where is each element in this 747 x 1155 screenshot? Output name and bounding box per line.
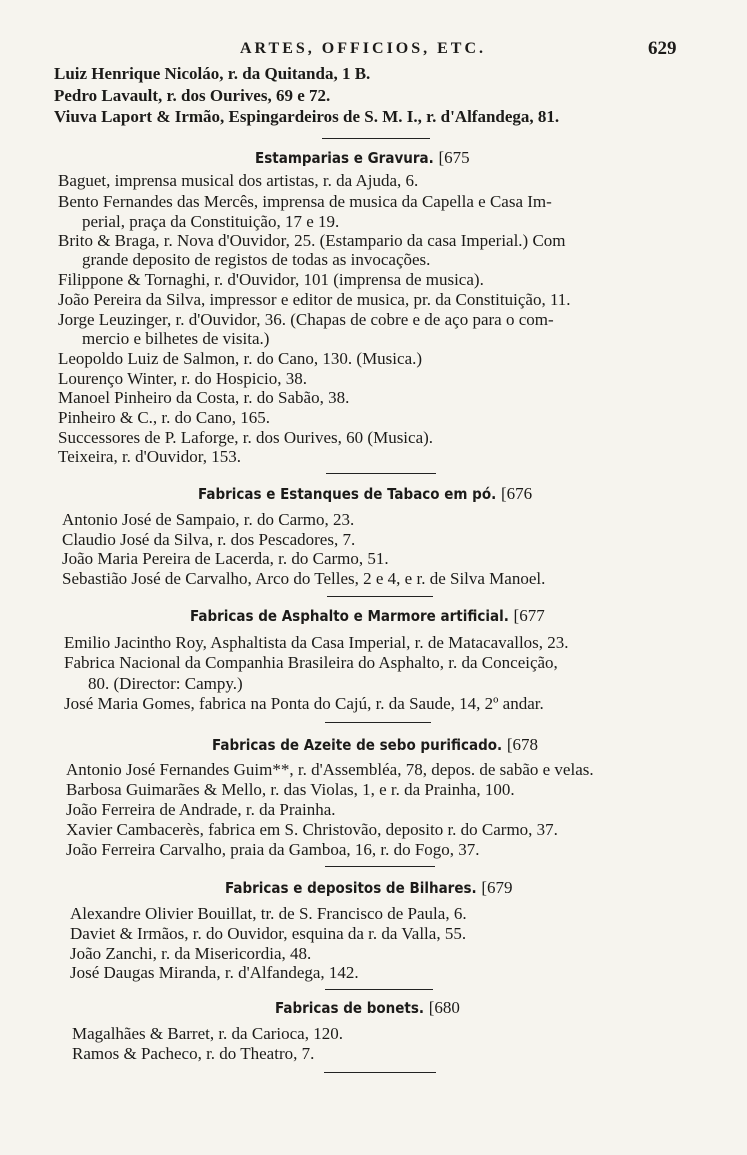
entry-line: José Maria Gomes, fabrica na Ponta do Cajú, r. da Saude, 14, 2º andar.	[64, 694, 544, 713]
section-divider	[324, 1072, 436, 1073]
entry-line: Teixeira, r. d'Ouvidor, 153.	[58, 447, 241, 466]
entry-line: João Ferreira de Andrade, r. da Prainha.	[66, 800, 336, 819]
entry-line: João Ferreira Carvalho, praia da Gamboa, 16, r. do Fogo, 37.	[66, 840, 480, 859]
entry-line: Lourenço Winter, r. do Hospicio, 38.	[58, 369, 308, 388]
entry-line: João Pereira da Silva, impressor e editor de musica, pr. da Constituição, 11.	[58, 290, 571, 309]
running-header	[0, 38, 747, 62]
section-divider	[327, 596, 433, 597]
entry-line: Magalhães & Barret, r. da Carioca, 120.	[72, 1024, 343, 1043]
page-number: 629	[648, 38, 677, 59]
section-title: Fabricas e Estanques de Tabaco em pó.	[198, 485, 497, 503]
section-heading	[198, 484, 532, 504]
entry-line: Antonio José Fernandes Guim**, r. d'Assembléa, 78, depos. de sabão e velas.	[66, 760, 594, 779]
section-heading	[275, 998, 460, 1018]
entry-line: Alexandre Olivier Bouillat, tr. de S. Francisco de Paula, 6.	[70, 904, 467, 923]
running-title: ARTES, OFFICIOS, ETC.	[240, 40, 487, 57]
section-title: Fabricas de bonets.	[275, 999, 425, 1017]
entry-line: Manoel Pinheiro da Costa, r. do Sabão, 38.	[58, 388, 350, 407]
entry-line: Leopoldo Luiz de Salmon, r. do Cano, 130. (Musica.)	[58, 349, 423, 368]
section-number: [676	[500, 484, 533, 503]
entry-line: Emilio Jacintho Roy, Asphaltista da Casa Imperial, r. de Matacavallos, 23.	[64, 633, 569, 652]
entry-line: Baguet, imprensa musical dos artistas, r. da Ajuda, 6.	[58, 171, 419, 190]
entry-line: perial, praça da Constituição, 17 e 19.	[82, 212, 340, 231]
section-number: [677	[513, 606, 545, 625]
entry-line: grande deposito de registos de todas as invocações.	[82, 250, 431, 269]
section-divider	[325, 722, 431, 723]
entry-line: mercio e bilhetes de visita.)	[82, 329, 270, 348]
entry-line: Claudio José da Silva, r. dos Pescadores, 7.	[62, 530, 356, 549]
entry-line: Filippone & Tornaghi, r. d'Ouvidor, 101 (imprensa de musica).	[58, 270, 484, 289]
section-divider	[325, 989, 433, 990]
entry-line: João Maria Pereira de Lacerda, r. do Carmo, 51.	[62, 549, 389, 568]
section-heading	[190, 606, 545, 626]
section-heading	[225, 878, 513, 898]
entry-line: Bento Fernandes das Mercês, imprensa de musica da Capella e Casa Im-	[58, 192, 552, 211]
entry-line: Xavier Cambacerès, fabrica em S. Christovão, deposito r. do Carmo, 37.	[66, 820, 558, 839]
entry-line: Pinheiro & C., r. do Cano, 165.	[58, 408, 271, 427]
section-number: [678	[506, 735, 539, 754]
section-number: [680	[428, 998, 460, 1017]
section-title: Estamparias e Gravura.	[255, 149, 434, 167]
entry-line: João Zanchi, r. da Misericordia, 48.	[70, 944, 312, 963]
entry-line: Fabrica Nacional da Companhia Brasileira do Asphalto, r. da Conceição,	[64, 653, 558, 672]
entry-line: José Daugas Miranda, r. d'Alfandega, 142.	[70, 963, 359, 982]
entry-line: Luiz Henrique Nicoláo, r. da Quitanda, 1 B.	[54, 64, 371, 83]
section-title: Fabricas de Asphalto e Marmore artificial.	[190, 607, 509, 625]
section-number: [679	[481, 878, 513, 897]
entry-line: Antonio José de Sampaio, r. do Carmo, 23.	[62, 510, 355, 529]
section-title: Fabricas de Azeite de sebo purificado.	[212, 736, 503, 754]
section-title: Fabricas e depositos de Bilhares.	[225, 879, 477, 897]
entry-line: Brito & Braga, r. Nova d'Ouvidor, 25. (Estampario da casa Imperial.) Com	[58, 231, 566, 250]
entry-line: 80. (Director: Campy.)	[88, 674, 243, 693]
section-heading	[212, 735, 538, 755]
entry-line: Ramos & Pacheco, r. do Theatro, 7.	[72, 1044, 315, 1063]
section-number: [675	[438, 148, 470, 167]
entry-line: Jorge Leuzinger, r. d'Ouvidor, 36. (Chapas de cobre e de aço para o com-	[58, 310, 554, 329]
section-heading	[255, 148, 470, 168]
section-divider	[322, 138, 430, 139]
entry-line: Successores de P. Laforge, r. dos Ourives, 60 (Musica).	[58, 428, 434, 447]
section-divider	[326, 473, 436, 474]
section-divider	[325, 866, 435, 867]
entry-line: Viuva Laport & Irmão, Espingardeiros de S. M. I., r. d'Alfandega, 81.	[54, 107, 560, 126]
entry-line: Daviet & Irmãos, r. do Ouvidor, esquina da r. da Valla, 55.	[70, 924, 467, 943]
entry-line: Barbosa Guimarães & Mello, r. das Violas, 1, e r. da Prainha, 100.	[66, 780, 515, 799]
entry-line: Pedro Lavault, r. dos Ourives, 69 e 72.	[54, 86, 331, 105]
entry-line: Sebastião José de Carvalho, Arco do Telles, 2 e 4, e r. de Silva Manoel.	[62, 569, 546, 588]
